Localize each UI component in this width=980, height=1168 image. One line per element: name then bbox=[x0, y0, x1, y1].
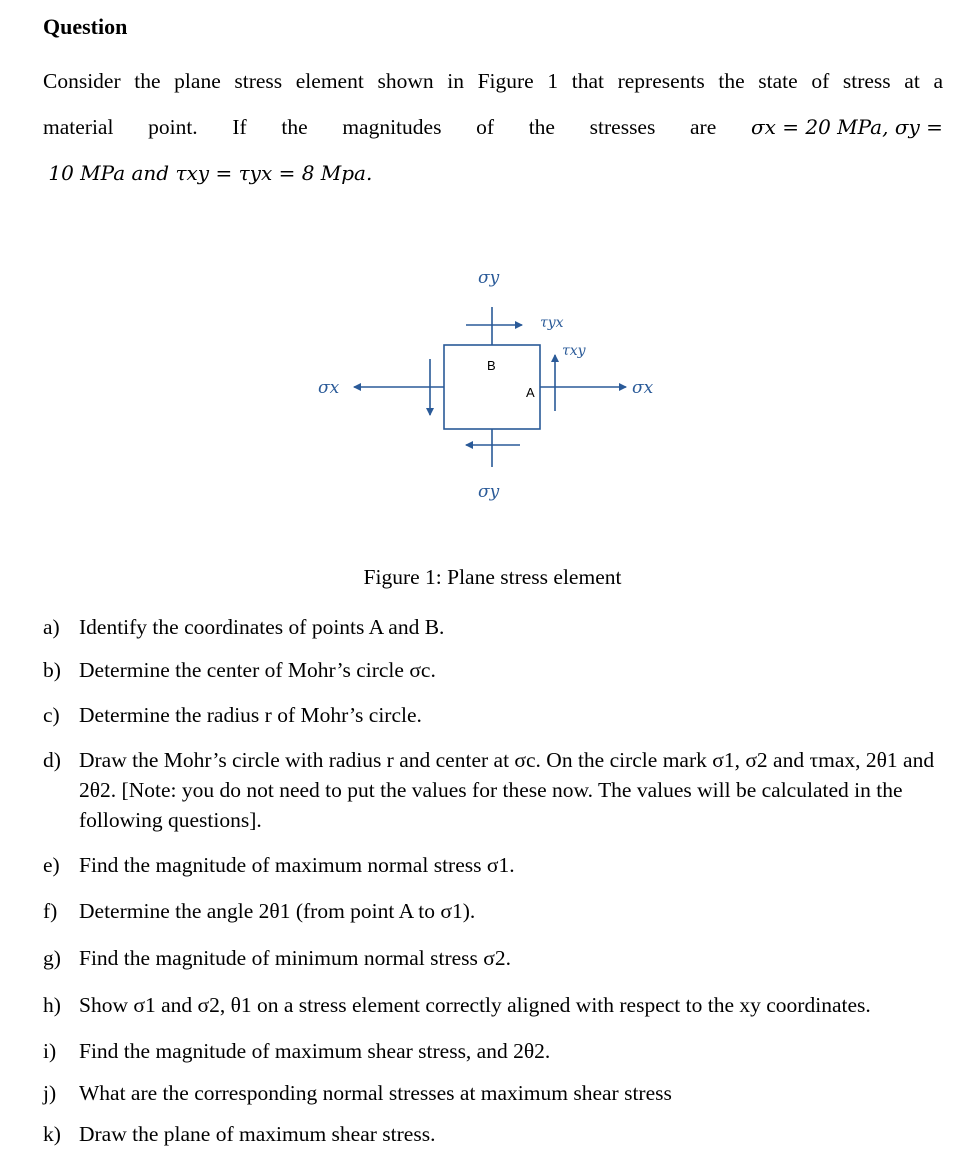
statement-word: the bbox=[134, 69, 161, 93]
question-item bbox=[43, 896, 953, 926]
statement-word: of bbox=[476, 115, 495, 139]
statement-word: the bbox=[718, 69, 745, 93]
figure-caption: Figure 1: Plane stress element bbox=[363, 565, 622, 589]
statement-word: element bbox=[295, 69, 364, 93]
statement-word: are bbox=[690, 115, 717, 139]
statement-word: the bbox=[528, 115, 555, 139]
question-text: Show σ1 and σ2, θ1 on a stress element correctly aligned with respect to the xy coordinates. bbox=[79, 993, 871, 1017]
question-letter: h) bbox=[43, 993, 61, 1017]
point-a-label: A bbox=[526, 385, 535, 400]
question-item bbox=[43, 1078, 953, 1108]
statement-word: Figure bbox=[477, 69, 534, 93]
statement-word: the bbox=[281, 115, 308, 139]
question-item bbox=[43, 745, 953, 835]
sigma-y-bottom-label: σy bbox=[478, 482, 500, 502]
tau-xy-label: τxy bbox=[562, 343, 586, 359]
statement-word: at bbox=[904, 69, 920, 93]
question-text: Determine the center of Mohr’s circle σc. bbox=[79, 658, 436, 682]
plane-stress-figure bbox=[300, 255, 720, 525]
statement-word: in bbox=[447, 69, 464, 93]
question-heading: Question bbox=[43, 14, 128, 39]
question-item bbox=[43, 1119, 953, 1149]
statement-word: stress bbox=[842, 69, 891, 93]
statement-word: state bbox=[758, 69, 798, 93]
question-letter: j) bbox=[43, 1081, 57, 1105]
tau-yx-label: τyx bbox=[540, 315, 564, 331]
question-item bbox=[43, 700, 953, 730]
question-letter: i) bbox=[43, 1039, 57, 1063]
statement-word: material bbox=[43, 115, 114, 139]
sigma-y-top-label: σy bbox=[478, 268, 500, 288]
statement-word: 1 bbox=[547, 69, 559, 93]
statement-word: represents bbox=[617, 69, 705, 93]
given-stresses-math: 10 MPa and τxy = τyx = 8 Mpa. bbox=[48, 161, 373, 185]
question-letter: c) bbox=[43, 703, 60, 727]
statement-word: that bbox=[571, 69, 604, 93]
statement-word: point. bbox=[148, 115, 198, 139]
question-letter: d) bbox=[43, 748, 61, 772]
question-item bbox=[43, 850, 953, 880]
problem-statement bbox=[43, 58, 943, 196]
statement-word: plane bbox=[174, 69, 221, 93]
question-text: What are the corresponding normal stresses at maximum shear stress bbox=[79, 1081, 672, 1105]
question-text: Identify the coordinates of points A and B. bbox=[79, 615, 445, 639]
question-item bbox=[43, 1036, 953, 1066]
question-text: Find the magnitude of maximum normal stress σ1. bbox=[79, 853, 515, 877]
statement-word: shown bbox=[377, 69, 434, 93]
stress-values-math: σx = 20 MPa, σy = bbox=[750, 115, 943, 139]
statement-word: Consider bbox=[43, 69, 121, 93]
statement-line-3 bbox=[43, 150, 943, 196]
statement-word: magnitudes bbox=[342, 115, 442, 139]
question-letter: e) bbox=[43, 853, 60, 877]
question-item bbox=[43, 990, 953, 1020]
question-letter: g) bbox=[43, 946, 61, 970]
question-letter: f) bbox=[43, 899, 58, 923]
sigma-x-right-label: σx bbox=[632, 378, 654, 398]
question-text: Determine the angle 2θ1 (from point A to σ1). bbox=[79, 899, 476, 923]
question-text: Draw the plane of maximum shear stress. bbox=[79, 1122, 436, 1146]
question-letter: a) bbox=[43, 615, 60, 639]
sigma-x-left-label: σx bbox=[318, 378, 340, 398]
question-text: Draw the Mohr’s circle with radius r and center at σc. On the circle mark σ1, σ2 and τmax, 2θ1 and 2θ2. [Note: you do not need to put the values for these now. The values will be calculated in the following questions]. bbox=[79, 748, 935, 832]
statement-line-1 bbox=[43, 58, 943, 104]
question-text: Find the magnitude of minimum normal stress σ2. bbox=[79, 946, 511, 970]
question-text: Determine the radius r of Mohr’s circle. bbox=[79, 703, 422, 727]
statement-word: of bbox=[811, 69, 830, 93]
question-item bbox=[43, 612, 953, 642]
stress-element-diagram bbox=[300, 255, 720, 525]
statement-word: a bbox=[933, 69, 943, 93]
question-text: Find the magnitude of maximum shear stress, and 2θ2. bbox=[79, 1039, 551, 1063]
question-item bbox=[43, 655, 953, 685]
question-letter: k) bbox=[43, 1122, 61, 1146]
question-letter: b) bbox=[43, 658, 61, 682]
statement-word: If bbox=[232, 115, 247, 139]
question-item bbox=[43, 943, 953, 973]
statement-word: stress bbox=[234, 69, 283, 93]
statement-word: stresses bbox=[589, 115, 656, 139]
point-b-label: B bbox=[487, 358, 496, 373]
statement-line-2 bbox=[43, 104, 943, 150]
